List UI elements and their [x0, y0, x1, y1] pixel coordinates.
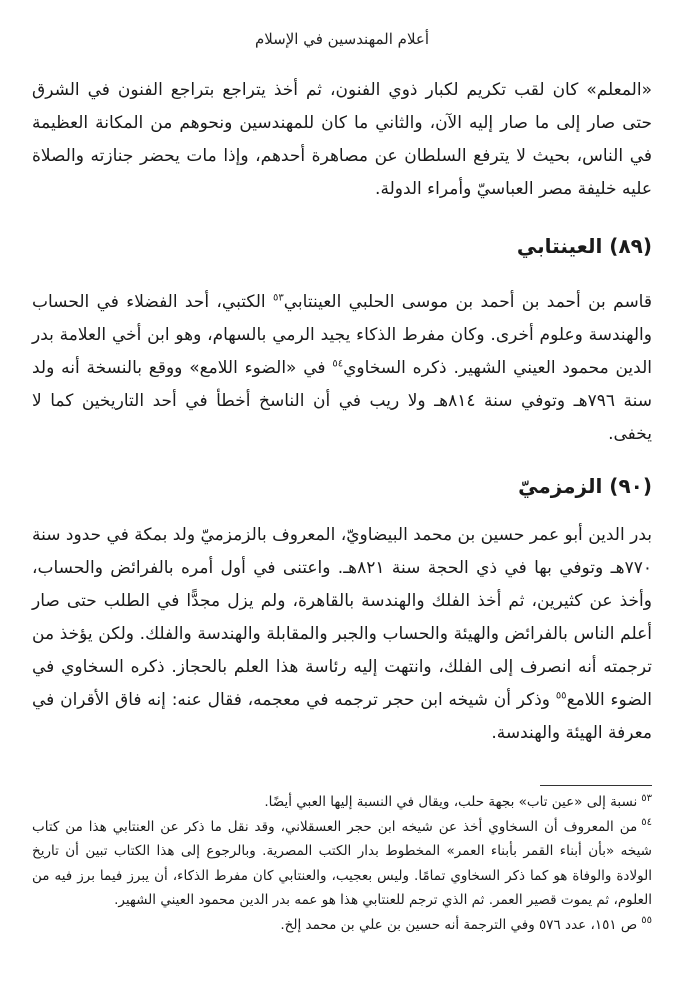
text-segment: قاسم بن أحمد بن أحمد بن موسى الحلبي العينتابي: [283, 292, 652, 312]
paragraph-intro: «المعلم» كان لقب تكريم لكبار ذوي الفنون، ثم أخذ يتراجع بتراجع الفنون في الشرق حتى صار إلى ما صار إليه الآن، والثاني ما كان للمهندسين ونحوهم من المكانة العظيمة في الناس، بحيث لا يترفع السلطان عن مصاهرة أحدهم، وإذا مات يحضر جنازته والصلاة عليه خليفة مصر العباسيّ وأمراء الدولة.: [32, 80, 652, 199]
section-heading-90: (٩٠) الزمزميّ: [518, 474, 652, 498]
footnote-text: ص ١٥١، عدد ٥٧٦ وفي الترجمة أنه حسين بن علي بن محمد إلخ.: [280, 916, 638, 933]
text-segment: في «الضوء اللامع» ووقع بالنسخة أنه ولد سنة ٧٩٦هـ وتوفي سنة ٨١٤هـ ولا ريب في أن الناسخ أخطأ في أحد التاريخين كما لا يخفى.: [32, 358, 652, 444]
footnote-54: [32, 815, 652, 913]
footnote-53: [32, 790, 652, 815]
text-segment: بدر الدين أبو عمر حسين بن محمد البيضاويّ، المعروف بالزمزميّ ولد بمكة في حدود سنة ٧٧٠هـ وتوفي بها في ذي الحجة سنة ٨٢١هـ. واعتنى في أول أمره بالفرائض والحساب، وأخذ عن كثيرين، ثم أخذ الفلك والهندسة بالقاهرة، ولم يزل مجدًّا في الطلب حتى صار أعلم الناس بالفرائض والهيئة والحساب والجبر والمقابلة والهندسة والفلك. ولكن يؤخذ من ترجمته أنه انصرف إلى الفلك، وانتهت إليه رئاسة هذا العلم بالحجاز. ذكره السخاوي في الضوء اللامع: [32, 525, 652, 710]
section-heading-89: (٨٩) العينتابي: [516, 234, 652, 258]
footnote-text: من المعروف أن السخاوي أخذ عن شيخه ابن حجر العسقلاني، وقد نقل ما ذكر عن العنتابي هذا من كتاب شيخه «بأن أبناء القمر بأبناء العمر» المخطوط بدار الكتب المصرية. وبالرجوع إلى هذا الكتاب تبين أن تاريخ الولادة والوفاة هو كما ذكر السخاوي تمامًا. وليس بعجيب، والعنتابي كان مفرط الذكاء، أن يبرز فيما برز فيه من العلوم، ثم يموت قصير العمر. ثم الذي ترجم للعنتابي هذا هو عمه بدر الدين محمود العيني الشهير.: [32, 818, 652, 908]
text-segment: الكتبي، أحد الفضلاء في الحساب والهندسة وعلوم أخرى. وكان مفرط الذكاء يجيد الرمي بالسهام، وهو ابن أخي العلامة بدر الدين محمود العيني الشهير. ذكره السخاوي: [32, 292, 652, 378]
footnote-number: ٥٥: [641, 915, 652, 926]
text-segment: وذكر أن شيخه ابن حجر ترجمه في معجمه، فقال عنه: إنه فاق الأقران في معرفة الهيئة والهندسة.: [32, 690, 652, 743]
footnote-number: ٥٤: [641, 817, 652, 828]
footnote-number: ٥٣: [641, 792, 652, 804]
footnote-ref-53[interactable]: ٥٣: [272, 292, 284, 304]
footnote-ref-54[interactable]: ٥٤: [332, 358, 344, 370]
footnote-55: [32, 913, 652, 938]
running-head: أعلام المهندسين في الإسلام: [254, 30, 430, 48]
footnote-ref-55[interactable]: ٥٥: [555, 690, 567, 702]
footnotes: [32, 790, 652, 937]
footnote-text: نسبة إلى «عين تاب» بجهة حلب، ويقال في النسبة إليها العبي أيضًا.: [264, 794, 638, 810]
paragraph-zamzami: [32, 519, 652, 750]
footnote-divider: [540, 785, 652, 786]
paragraph-ayntabi: [32, 286, 652, 451]
